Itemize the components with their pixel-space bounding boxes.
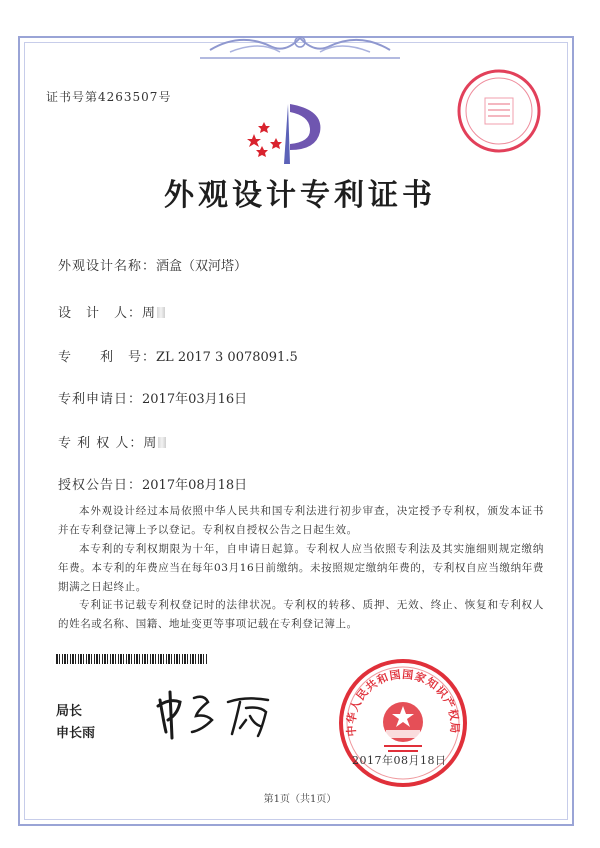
barcode-bar <box>198 654 199 664</box>
field-grant-date <box>58 474 247 493</box>
paragraph-grant-statement: 本外观设计经过本局依照中华人民共和国专利法进行初步审查，决定授予专利权，颁发本证书并在专利登记簿上予以登记。专利权自授权公告之日起生效。 <box>58 505 544 536</box>
patent-office-logo-icon <box>246 98 328 168</box>
barcode-bar <box>83 654 84 664</box>
barcode-bar <box>142 654 143 664</box>
page-footer: 第1页（共1页） <box>263 794 337 805</box>
barcode-bar <box>88 654 90 664</box>
decorative-crest-icon <box>200 28 400 60</box>
redacted-mark <box>158 437 166 448</box>
seal-text: 中华人民共和国国家知识产权局 <box>344 667 462 737</box>
barcode-bar <box>86 654 87 664</box>
barcode-bar <box>94 654 95 664</box>
barcode-bar <box>115 654 116 664</box>
signature-date: 2017年08月18日 <box>352 754 447 767</box>
field-label: 授权公告日： <box>58 478 143 493</box>
field-value: 周 <box>143 436 157 451</box>
field-label: 专 利 权 人： <box>58 436 144 451</box>
barcode-bar <box>190 654 191 664</box>
field-patentee <box>58 432 166 451</box>
paragraph-legal-status: 专利证书记载专利权登记时的法律状况。专利权的转移、质押、无效、终止、恢复和专利权人的姓名或名称、国籍、地址变更等事项记载在专利登记簿上。 <box>58 599 544 630</box>
field-design-name <box>58 255 247 274</box>
barcode-bar <box>168 654 170 664</box>
barcode-bar <box>166 654 167 664</box>
state-ip-office-seal-icon <box>336 656 470 790</box>
barcode-bar <box>160 654 162 664</box>
barcode-bar <box>192 654 194 664</box>
field-designer <box>58 302 165 321</box>
barcode-bar <box>102 654 103 664</box>
barcode-bar <box>80 654 82 664</box>
barcode-bar <box>200 654 202 664</box>
barcode-bar <box>174 654 175 664</box>
field-value: 酒盒（双河塔） <box>156 259 248 274</box>
office-seal-icon <box>452 64 546 158</box>
barcode-bar <box>144 654 146 664</box>
barcode-bar <box>59 654 60 664</box>
paragraph-term-fees: 本专利的专利权期限为十年，自申请日起算。专利权人应当依照专利法及其实施细则规定缴纳年费。本专利的年费应当在每年03月16日前缴纳。未按照规定缴纳年费的，专利权自应当缴纳年费期满之日起终止。 <box>58 543 544 593</box>
barcode-bar <box>104 654 106 664</box>
barcode-bar <box>107 654 108 664</box>
barcode-bar <box>152 654 154 664</box>
barcode-bar <box>62 654 63 664</box>
field-value: 周 <box>142 306 156 321</box>
barcode-bar <box>136 654 138 664</box>
barcode-bar <box>171 654 172 664</box>
barcode-bar <box>182 654 183 664</box>
barcode-bar <box>112 654 114 664</box>
barcode-bar <box>187 654 188 664</box>
barcode-bar <box>123 654 124 664</box>
handwritten-signature-icon <box>150 680 290 740</box>
field-value: 2017年03月16日 <box>142 392 248 407</box>
field-label: 外观设计名称： <box>58 259 157 274</box>
barcode-bar <box>70 654 71 664</box>
barcode-bar <box>176 654 178 664</box>
barcode-bar <box>99 654 100 664</box>
field-value: ZL 2017 3 0078091.5 <box>156 350 298 365</box>
field-label: 专利申请日： <box>58 392 143 407</box>
barcode-bar <box>179 654 180 664</box>
field-application-date <box>58 388 247 407</box>
barcode-bar <box>150 654 151 664</box>
signatory-title: 局长 <box>56 704 83 719</box>
certificate-title: 外观设计专利证书 <box>164 178 436 213</box>
barcode-bar <box>139 654 140 664</box>
signatory-name: 申长雨 <box>56 726 96 741</box>
barcode-bar <box>120 654 122 664</box>
barcode-bar <box>126 654 127 664</box>
barcode-bar <box>134 654 135 664</box>
barcode-bar <box>184 654 186 664</box>
field-label: 专 利 号： <box>58 350 157 365</box>
barcode-bar <box>147 654 148 664</box>
barcode-bar <box>75 654 76 664</box>
barcode-bar <box>64 654 66 664</box>
redacted-mark <box>157 307 165 318</box>
barcode-bar <box>67 654 68 664</box>
barcode-bar <box>91 654 92 664</box>
barcode-bar <box>96 654 98 664</box>
barcode-bar <box>155 654 156 664</box>
field-value: 2017年08月18日 <box>142 478 248 493</box>
barcode-bar <box>203 654 204 664</box>
barcode-bar <box>206 654 207 664</box>
barcode-bar <box>56 654 58 664</box>
barcode-bar <box>195 654 196 664</box>
barcode-bar <box>72 654 74 664</box>
field-patent-number <box>58 346 298 365</box>
barcode-icon <box>56 654 208 664</box>
barcode-bar <box>131 654 132 664</box>
barcode-bar <box>78 654 79 664</box>
barcode-bar <box>118 654 119 664</box>
barcode-bar <box>128 654 130 664</box>
field-label: 设 计 人： <box>58 306 143 321</box>
barcode-bar <box>163 654 164 664</box>
certificate-number: 证书号第4263507号 <box>46 90 172 104</box>
barcode-bar <box>110 654 111 664</box>
barcode-bar <box>158 654 159 664</box>
